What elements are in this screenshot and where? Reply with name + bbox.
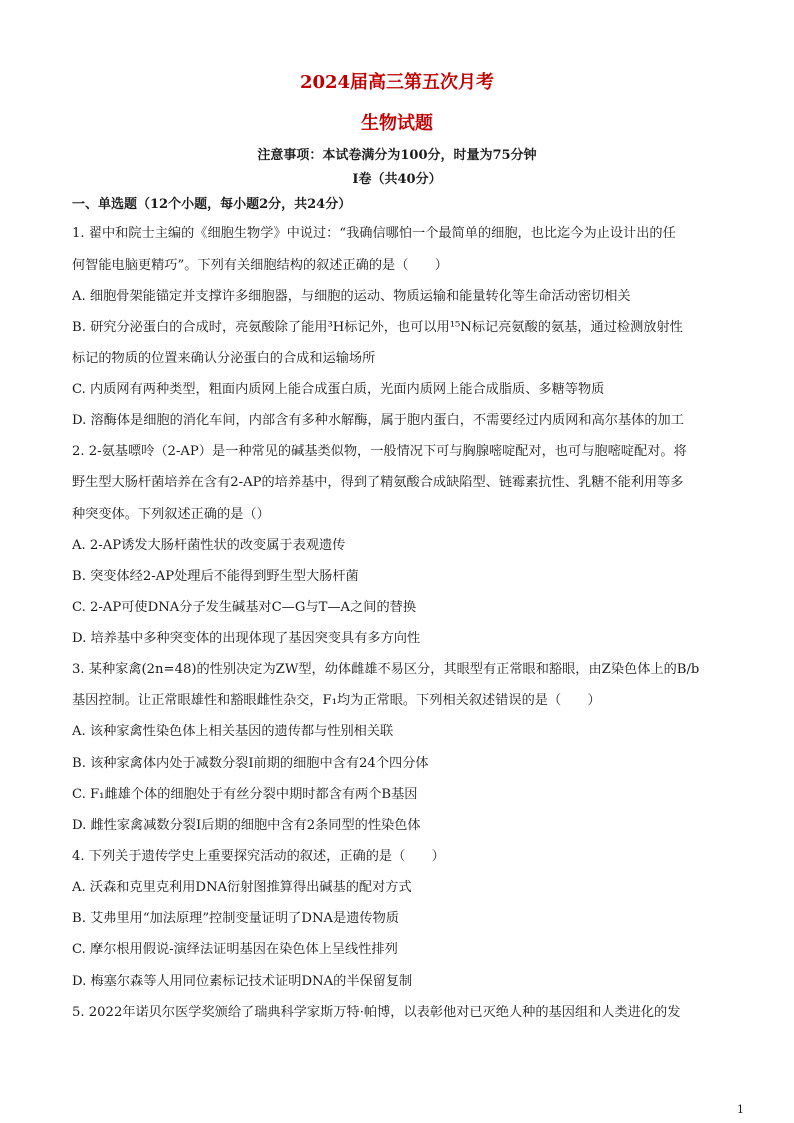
text-line: C. 内质网有两种类型，粗面内质网上能合成蛋白质，光面内质网上能合成脂质、多糖等物质 <box>72 382 605 397</box>
section-heading: 一、单选题（12个小题，每小题2分，共24分） <box>72 197 352 212</box>
text-line: 2. 2-氨基嘌呤（2-AP）是一种常见的碱基类似物，一般情况下可与胸腺嘧啶配对，也可与胞嘧啶配对。将 <box>72 444 687 459</box>
text-line: 5. 2022年诺贝尔医学奖颁给了瑞典科学家斯万特·帕博，以表彰他对已灭绝人种的基因组和人类进化的发 <box>72 1005 681 1020</box>
text-line: 1. 翟中和院士主编的《细胞生物学》中说过：“我确信哪怕一个最简单的细胞，也比迄今为止设计出的任 <box>72 226 676 241</box>
text-line: D. 梅塞尔森等人用同位素标记技术证明DNA的半保留复制 <box>72 974 413 989</box>
text-line: A. 该种家禽性染色体上相关基因的遗传都与性别相关联 <box>72 724 394 739</box>
text-line: C. 摩尔根用假说-演绎法证明基因在染色体上呈线性排列 <box>72 942 398 957</box>
exam-subtitle: 生物试题 <box>361 113 433 134</box>
text-line: A. 细胞骨架能锚定并支撑许多细胞器，与细胞的运动、物质运输和能量转化等生命活动密切相关 <box>72 289 631 304</box>
text-line: B. 艾弗里用“加法原理”控制变量证明了DNA是遗传物质 <box>72 911 399 926</box>
text-line: 野生型大肠杆菌培养在含有2-AP的培养基中，得到了精氨酸合成缺陷型、链霉素抗性、乳糖不能利用等多 <box>72 475 684 490</box>
page-number: 1 <box>737 1103 744 1116</box>
exam-title: 2024届高三第五次月考 <box>299 72 495 93</box>
part-heading: Ⅰ卷（共40分） <box>352 172 442 187</box>
text-line: C. 2-AP可使DNA分子发生碱基对C—G与T—A之间的替换 <box>72 600 417 615</box>
exam-notice: 注意事项：本试卷满分为100分，时量为75分钟 <box>257 148 537 163</box>
text-line: B. 研究分泌蛋白的合成时，亮氨酸除了能用³H标记外，也可以用¹⁵N标记亮氨酸的氨基，通过检测放射性 <box>72 320 683 335</box>
text-line: A. 2-AP诱发大肠杆菌性状的改变属于表观遗传 <box>72 538 346 553</box>
text-line: 何智能电脑更精巧”。下列有关细胞结构的叙述正确的是（ ） <box>72 258 448 273</box>
text-line: D. 溶酶体是细胞的消化车间，内部含有多种水解酶，属于胞内蛋白，不需要经过内质网和高尔基体的加工 <box>72 413 684 428</box>
text-line: C. F₁雌雄个体的细胞处于有丝分裂中期时都含有两个B基因 <box>72 787 418 802</box>
text-line: 标记的物质的位置来确认分泌蛋白的合成和运输场所 <box>72 351 376 366</box>
text-line: B. 该种家禽体内处于减数分裂Ⅰ前期的细胞中含有24个四分体 <box>72 756 429 771</box>
text-line: 3. 某种家禽(2n=48)的性别决定为ZW型，幼体雌雄不易区分，其眼型有正常眼和豁眼，由Z染色体上的B/b <box>72 662 700 677</box>
text-line: D. 雌性家禽减数分裂Ⅰ后期的细胞中含有2条同型的性染色体 <box>72 818 421 833</box>
text-line: D. 培养基中多种突变体的出现体现了基因突变具有多方向性 <box>72 631 421 646</box>
text-line: 种突变体。下列叙述正确的是（） <box>72 507 270 522</box>
text-line: 4. 下列关于遗传学史上重要探究活动的叙述，正确的是（ ） <box>72 849 445 864</box>
text-line: A. 沃森和克里克利用DNA衍射图推算得出碱基的配对方式 <box>72 880 412 895</box>
text-line: B. 突变体经2-AP处理后不能得到野生型大肠杆菌 <box>72 569 359 584</box>
text-line: 基因控制。让正常眼雄性和豁眼雌性杂交，F₁均为正常眼。下列相关叙述错误的是（ ） <box>72 693 601 708</box>
